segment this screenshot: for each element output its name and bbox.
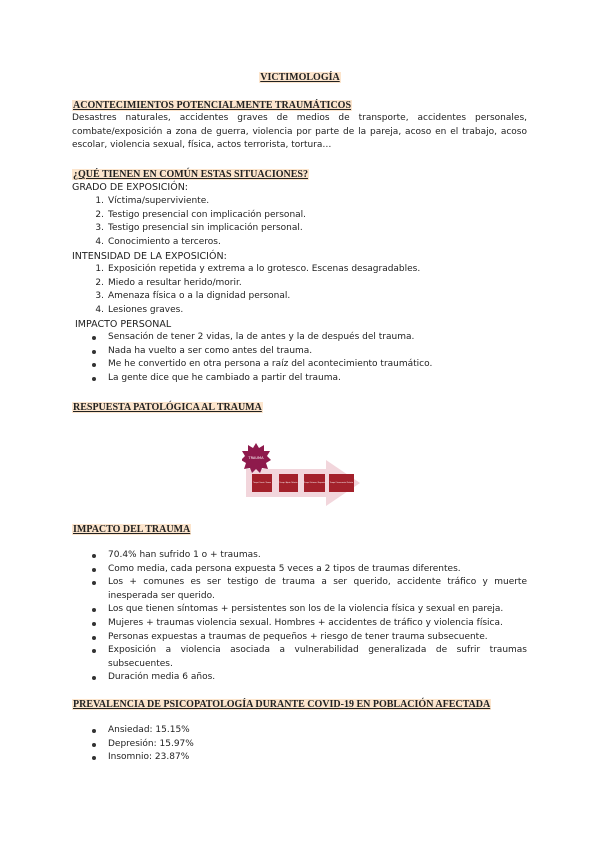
list-item: 4. Conocimiento a terceros.: [95, 236, 221, 247]
list-item: Exposición a violencia asociada a vulnerabilidad generalizada de sufrir traumas subsecuentes.: [108, 644, 527, 671]
list-item: Depresión: 15.97%: [108, 738, 194, 752]
list-impacto-personal: [108, 331, 432, 385]
label-impacto-personal: IMPACTO PERSONAL: [75, 319, 172, 330]
list-item: 4. Lesiones graves.: [95, 304, 184, 315]
heading-respuesta-patologica: RESPUESTA PATOLÓGICA AL TRAUMA: [73, 402, 262, 413]
list-item: Los + comunes es ser testigo de trauma a ser querido, accidente tráfico y muerte inesperada ser querido.: [108, 576, 527, 603]
diagram-box-1: [252, 474, 272, 492]
list-item: Como media, cada persona expuesta 5 veces a 2 tipos de traumas diferentes.: [108, 563, 527, 577]
heading-prevalencia-covid: PREVALENCIA DE PSICOPATOLOGÍA DURANTE COVID-19 EN POBLACIÓN AFECTADA: [73, 699, 491, 710]
list-item: 1. Víctima/superviviente.: [95, 196, 210, 206]
list-item: Personas expuestas a traumas de pequeños + riesgo de tener trauma subsecuente.: [108, 631, 527, 645]
list-item: Ansiedad: 15.15%: [108, 724, 194, 738]
list-item: 70.4% han sufrido 1 o + traumas.: [108, 549, 527, 563]
svg-text:Tiempo / Consecuencia / Relaci: Tiempo / Consecuencia / Relación: [329, 483, 354, 484]
diagram-box-3: [304, 474, 326, 492]
svg-text:Tiempo / Sistemas / Respuesta: Tiempo / Sistemas / Respuesta: [303, 483, 326, 484]
heading-acontecimientos: ACONTECIMIENTOS POTENCIALMENTE TRAUMÁTICOS: [73, 100, 352, 111]
list-impacto-trauma: [108, 549, 527, 685]
list-item: 2. Miedo a resultar herido/morir.: [95, 277, 242, 288]
list-item: Duración media 6 años.: [108, 671, 527, 685]
trauma-badge: [242, 443, 271, 473]
list-intensidad-exposicion: [95, 263, 421, 317]
svg-text:Tiempo / Evento / Trauma: Tiempo / Evento / Trauma: [253, 483, 271, 484]
list-item: Insomnio: 23.87%: [108, 751, 194, 765]
list-item: La gente dice que he cambiado a partir del trauma.: [108, 372, 432, 386]
list-item: Los que tienen síntomas + persistentes son los de la violencia física y sexual en pareja.: [108, 603, 527, 617]
list-item: Sensación de tener 2 vidas, la de antes y la de después del trauma.: [108, 331, 432, 345]
diagram-box-4: [329, 474, 354, 492]
label-intensidad-exposicion: INTENSIDAD DE LA EXPOSICIÓN:: [72, 251, 227, 262]
list-item: 3. Amenaza física o a la dignidad personal.: [95, 291, 291, 302]
document-title: VICTIMOLOGÍA: [260, 72, 340, 83]
list-item: Mujeres + traumas violencia sexual. Hombres + accidentes de tráfico y violencia física.: [108, 617, 527, 631]
heading-que-tienen-en-comun: ¿QUÉ TIENEN EN COMÚN ESTAS SITUACIONES?: [73, 169, 308, 180]
svg-text:Tiempo / Ajuste / Relación: Tiempo / Ajuste / Relación: [279, 483, 298, 484]
list-item: Nada ha vuelto a ser como antes del trauma.: [108, 345, 432, 359]
list-item: 2. Testigo presencial con implicación personal.: [95, 209, 307, 220]
list-item: 3. Testigo presencial sin implicación personal.: [95, 223, 303, 234]
list-prevalencia-covid: [108, 724, 194, 765]
diagram-box-2: [279, 474, 298, 492]
trauma-response-diagram: [242, 442, 362, 508]
list-item: 1. Exposición repetida y extrema a lo grotesco. Escenas desagradables.: [95, 264, 421, 274]
svg-text:TRAUMA: TRAUMA: [248, 456, 264, 460]
list-grado-exposicion: [95, 195, 307, 249]
list-item: Me he convertido en otra persona a raíz del acontecimiento traumático.: [108, 358, 432, 372]
label-grado-exposicion: GRADO DE EXPOSICIÓN:: [72, 182, 188, 193]
paragraph-acontecimientos: Desastres naturales, accidentes graves de medios de transporte, accidentes personales, combate/exposición a zona de guerra, violencia por parte de la pareja, acoso en el trabajo, acoso escolar, violencia sexual, física, actos terrorista, tortura…: [72, 113, 527, 151]
heading-impacto-trauma: IMPACTO DEL TRAUMA: [73, 524, 191, 535]
